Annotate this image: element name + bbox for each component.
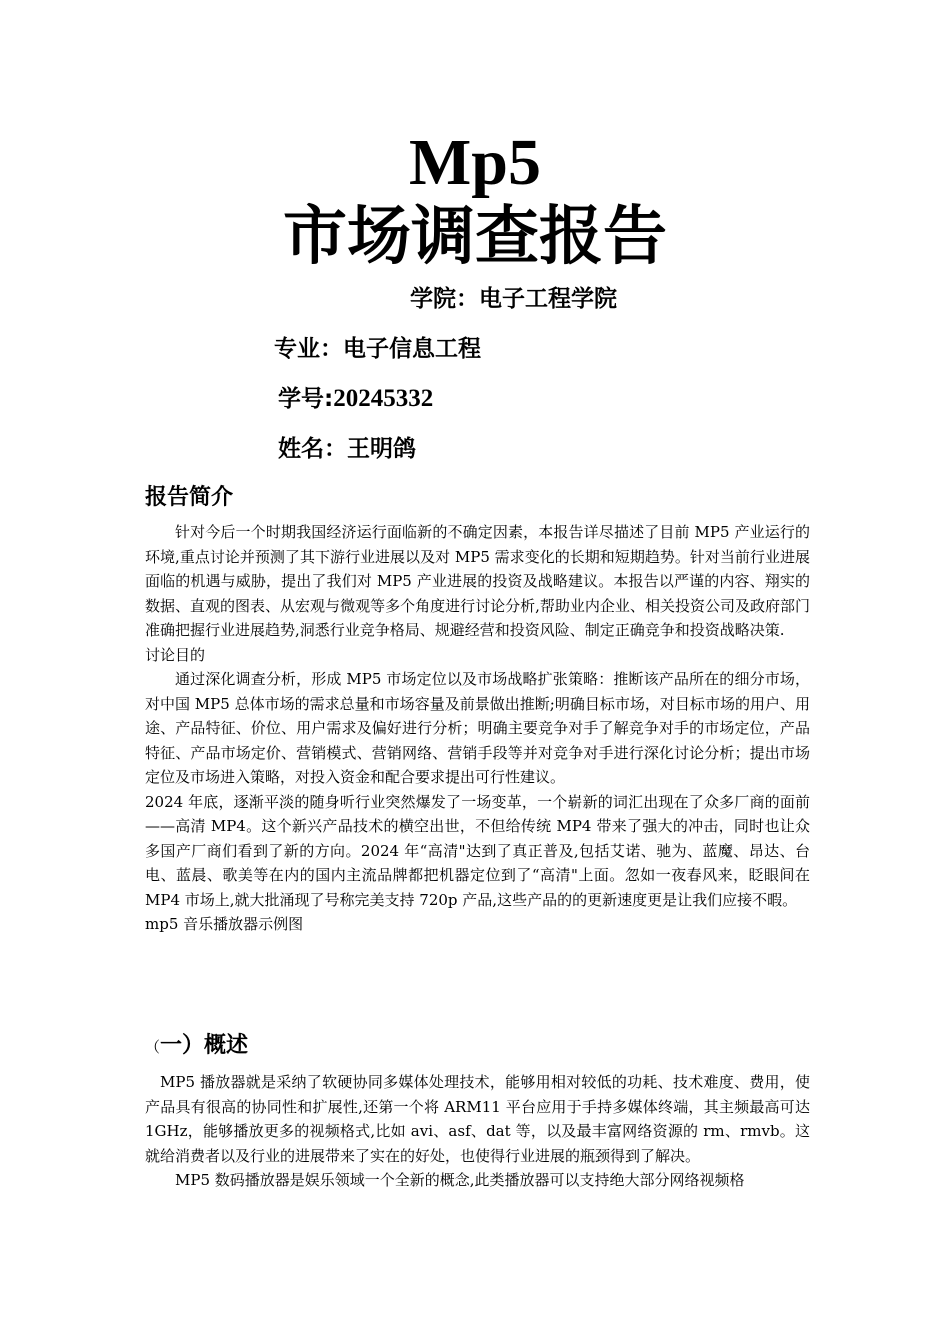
intro-paragraph-3: 2024 年底，逐渐平淡的随身听行业突然爆发了一场变革，一个崭新的词汇出现在了众多厂商的面前——高清 MP4。这个新兴产品技术的横空出世，不但给传统 MP4 带来了强大的冲击，同时也让众多国产厂商们看到了新的方向。2024 年“高清"达到了真正普及,包括艾诺、驰为、蓝魔、昂达、台电、蓝晨、歌美等在内的国内主流品牌都把机器定位到了“高清"上面。忽如一夜春风来，眨眼间在 MP4 市场上,就大批涌现了号称完美支持 720p 产品,这些产品的的更新速度更是让我们应接不暇。 xyxy=(145,792,810,909)
overview-body xyxy=(145,1070,810,1193)
name-line: 姓名：王明鸽 xyxy=(278,436,416,462)
student-id-value: 20245332 xyxy=(333,385,434,412)
student-id-label: 学号: xyxy=(278,386,334,412)
figure-caption: mp5 音乐播放器示例图 xyxy=(145,915,304,933)
intro-heading: 报告简介 xyxy=(145,485,234,510)
college-line: 学院：电子工程学院 xyxy=(410,286,617,312)
overview-heading-text: 一）概述 xyxy=(160,1033,249,1058)
intro-paragraph-2: 通过深化调查分析，形成 MP5 市场定位以及市场战略扩张策略：推断该产品所在的细分市场，对中国 MP5 总体市场的需求总量和市场容量及前景做出推断;明确目标市场，对目标市场的用户、用途、产品特征、价位、用户需求及偏好进行分析；明确主要竞争对手了解竞争对手的市场定位，产品特征、产品市场定价、营销模式、营销网络、营销手段等并对竞争对手进行深化讨论分析；提出市场定位及市场进入策略，对投入资金和配合要求提出可行性建议。 xyxy=(145,670,810,786)
research-purpose-label: 讨论目的 xyxy=(145,645,206,664)
overview-paragraph-1: MP5 播放器就是采纳了软硬协同多媒体处理技术，能够用相对较低的功耗、技术难度、费用，使产品具有很高的协同性和扩展性,还第一个将 ARM11 平台应用于手持多媒体终端，其主频最高可达 1GHz，能够播放更多的视频格式,比如 avi、asf、dat 等，以及最丰富网络资源的 rm、rmvb。这就给消费者以及行业的进展带来了实在的好处，也使得行业进展的瓶颈得到了解决。 xyxy=(145,1073,810,1165)
title-en: Mp5 xyxy=(409,126,541,199)
major-line: 专业：电子信息工程 xyxy=(274,336,481,362)
title-cn: 市场调查报告 xyxy=(283,200,667,274)
overview-paragraph-2: MP5 数码播放器是娱乐领域一个全新的概念,此类播放器可以支持绝大部分网络视频格 xyxy=(175,1171,745,1189)
intro-paragraph-1: 针对今后一个时期我国经济运行面临新的不确定因素，本报告详尽描述了目前 MP5 产业运行的环境,重点讨论并预测了其下游行业进展以及对 MP5 需求变化的长期和短期趋势。针对当前行业进展面临的机遇与威胁，提出了我们对 MP5 产业进展的投资及战略建议。本报告以严谨的内容、翔实的数据、直观的图表、从宏观与微观等多个角度进行讨论分析,帮助业内企业、相关投资公司及政府部门准确把握行业进展趋势,洞悉行业竞争格局、规避经营和投资风险、制定正确竞争和投资战略决策. xyxy=(145,523,810,639)
intro-body xyxy=(145,520,810,937)
student-id-line xyxy=(278,383,433,415)
overview-heading xyxy=(145,1031,248,1062)
overview-heading-paren: （ xyxy=(145,1038,161,1056)
